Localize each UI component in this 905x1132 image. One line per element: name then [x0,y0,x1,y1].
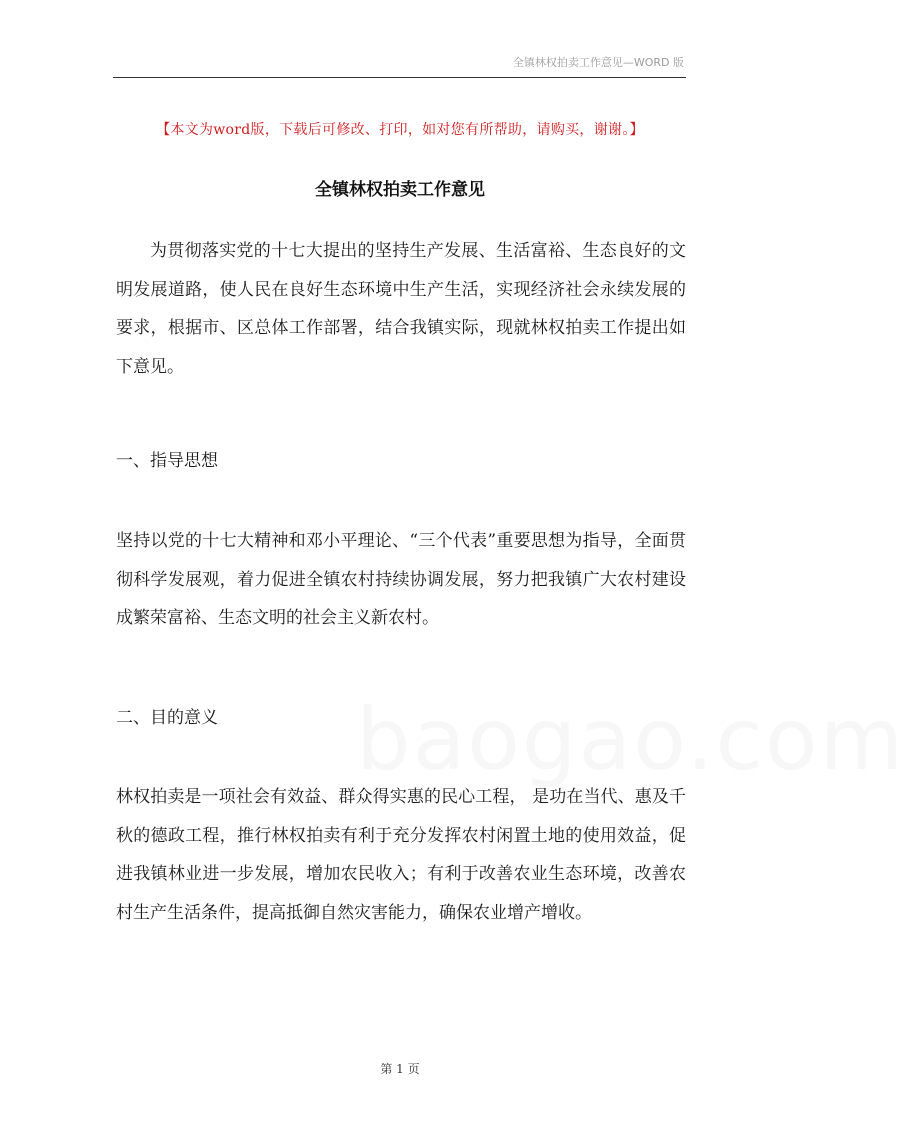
header-divider [113,77,686,78]
purchase-notice: 【本文为word版，下载后可修改、打印，如对您有所帮助，请购买，谢谢。】 [156,122,644,138]
running-header: 全镇林权拍卖工作意见—WORD 版 [512,56,684,69]
section-heading-2: 二、目的意义 [116,708,218,728]
document-title: 全镇林权拍卖工作意见 [315,180,485,200]
section-body-2: 林权拍卖是一项社会有效益、群众得实惠的民心工程， 是功在当代、惠及千秋的德政工程，推行林权拍卖有利于充分发挥农村闲置土地的使用效益，促进我镇林业进一步发展，增加农民收入；有利于改善农业生态环境，改善农村生产生活条件，提高抵御自然灾害能力，确保农业增产增收。 [116,787,686,923]
intro-paragraph: 为贯彻落实党的十七大提出的坚持生产发展、生活富裕、生态良好的文明发展道路，使人民在良好生态环境中生产生活，实现经济社会永续发展的要求，根据市、区总体工作部署，结合我镇实际，现就林权拍卖工作提出如下意见。 [116,241,686,377]
section-heading-1: 一、指导思想 [116,451,218,471]
section-body-1: 坚持以党的十七大精神和邓小平理论、“三个代表”重要思想为指导，全面贯彻科学发展观，着力促进全镇农村持续协调发展，努力把我镇广大农村建设成繁荣富裕、生态文明的社会主义新农村。 [116,531,686,628]
watermark: baogao.com [356,690,905,790]
page-number: 第 1 页 [380,1062,420,1076]
